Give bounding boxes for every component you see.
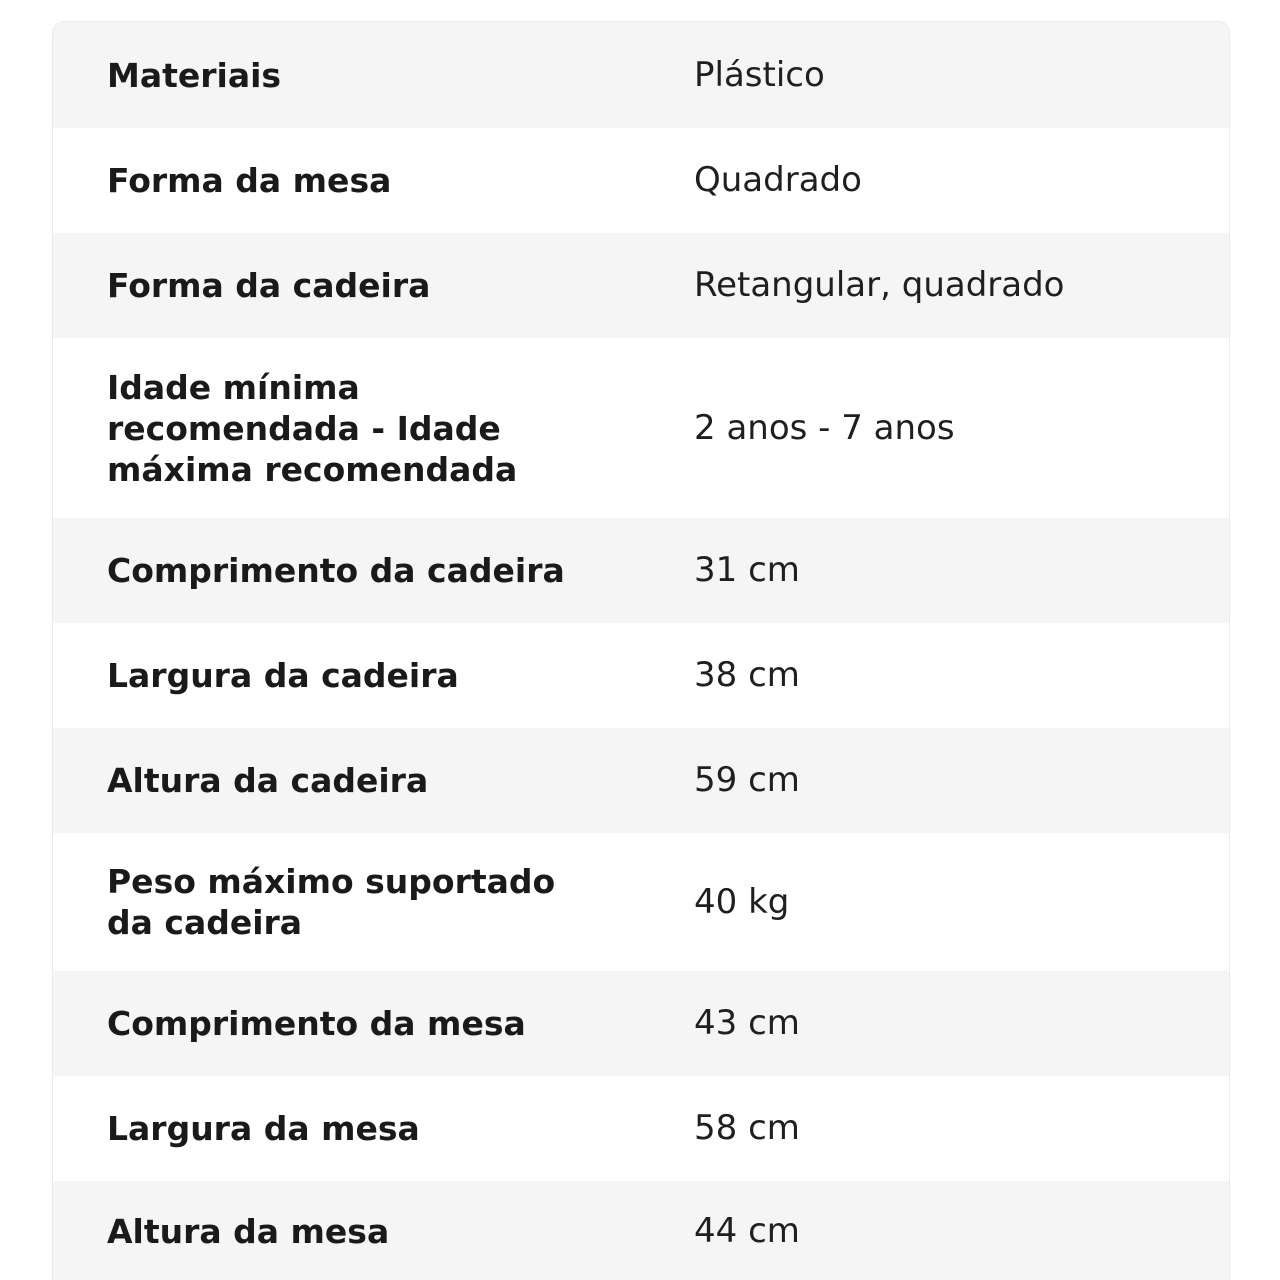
spec-label: Materiais [107,55,282,95]
table-row [53,128,1229,233]
table-row [53,833,1229,971]
spec-label: Comprimento da cadeira [107,551,565,590]
table-row [53,1076,1229,1181]
spec-label: Altura da cadeira [107,761,429,800]
spec-label: Idade mínima recomendada - Idade máxima recomendada [107,367,518,489]
table-row [53,233,1229,338]
spec-label: Peso máximo suportado da cadeira [107,862,556,942]
spec-value: 31 cm [694,550,800,590]
spec-value: 58 cm [694,1108,800,1148]
spec-label: Forma da cadeira [107,266,431,305]
table-row [53,728,1229,833]
table-row [53,518,1229,623]
spec-value: 38 cm [694,655,800,695]
spec-value: 44 cm [694,1210,800,1251]
spec-label: Altura da mesa [107,1211,390,1251]
spec-label: Largura da cadeira [107,656,459,695]
spec-value: Quadrado [694,160,862,200]
table-row [53,623,1229,728]
table-row [53,971,1229,1076]
specifications-table [52,21,1230,1280]
spec-value: 59 cm [694,760,800,800]
spec-label: Comprimento da mesa [107,1004,526,1043]
spec-value: 2 anos - 7 anos [694,407,955,448]
spec-label: Forma da mesa [107,161,392,200]
table-row [53,22,1229,128]
table-row [53,1181,1229,1280]
spec-value: 43 cm [694,1003,800,1043]
spec-value: Plástico [694,54,825,95]
spec-value: Retangular, quadrado [694,265,1065,305]
spec-value: 40 kg [694,881,790,922]
table-row [53,338,1229,518]
spec-label: Largura da mesa [107,1109,420,1148]
